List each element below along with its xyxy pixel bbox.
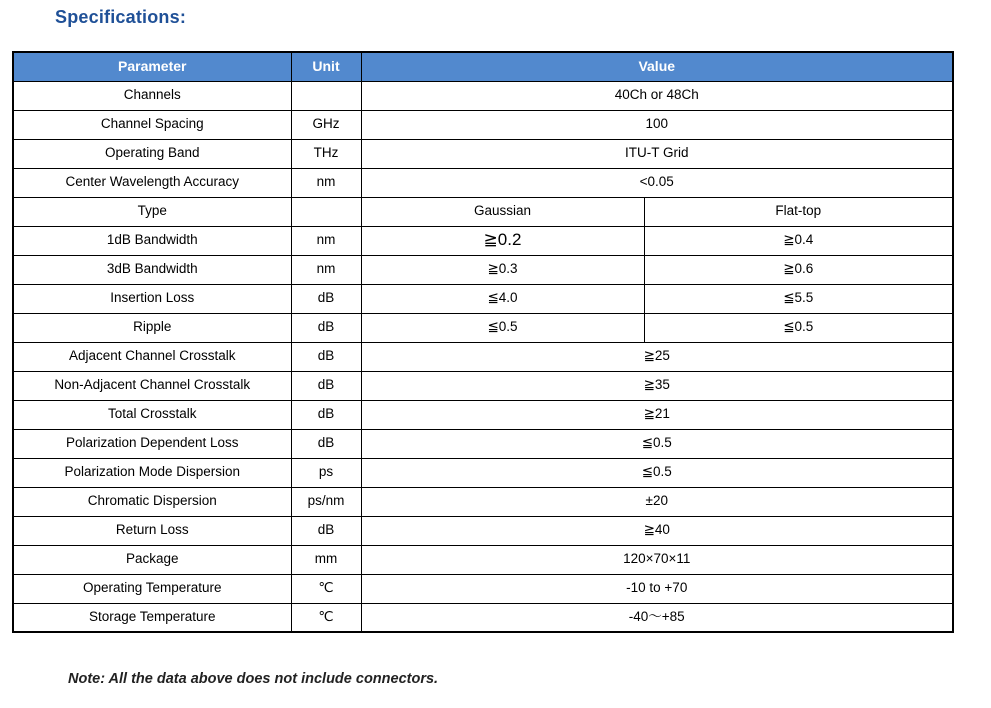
header-parameter: Parameter — [13, 52, 291, 81]
unit-cell: dB — [291, 429, 361, 458]
specifications-table — [12, 51, 954, 633]
header-row — [13, 52, 953, 81]
unit-cell: GHz — [291, 110, 361, 139]
value-cell: ≦0.5 — [361, 458, 953, 487]
parameter-cell: 1dB Bandwidth — [13, 226, 291, 255]
unit-cell: dB — [291, 371, 361, 400]
parameter-cell: Center Wavelength Accuracy — [13, 168, 291, 197]
unit-cell: nm — [291, 226, 361, 255]
parameter-cell: Operating Temperature — [13, 574, 291, 603]
footnote: Note: All the data above does not include connectors. — [68, 671, 439, 687]
unit-cell: dB — [291, 516, 361, 545]
table-row — [13, 81, 953, 110]
unit-cell: mm — [291, 545, 361, 574]
value-cell: ≧25 — [361, 342, 953, 371]
parameter-cell: Insertion Loss — [13, 284, 291, 313]
unit-cell: ℃ — [291, 574, 361, 603]
table-row — [13, 400, 953, 429]
value-cell: ≦5.5 — [644, 284, 953, 313]
parameter-cell: Polarization Mode Dispersion — [13, 458, 291, 487]
parameter-cell: 3dB Bandwidth — [13, 255, 291, 284]
table-row — [13, 516, 953, 545]
value-cell: ≧35 — [361, 371, 953, 400]
unit-cell — [291, 81, 361, 110]
value-cell: ≦0.5 — [644, 313, 953, 342]
parameter-cell: Total Crosstalk — [13, 400, 291, 429]
parameter-cell: Operating Band — [13, 139, 291, 168]
parameter-cell: Chromatic Dispersion — [13, 487, 291, 516]
value-cell: ≧0.2 — [361, 226, 644, 255]
table-row — [13, 284, 953, 313]
table-row — [13, 371, 953, 400]
parameter-cell: Type — [13, 197, 291, 226]
parameter-cell: Adjacent Channel Crosstalk — [13, 342, 291, 371]
table-row — [13, 139, 953, 168]
parameter-cell: Non-Adjacent Channel Crosstalk — [13, 371, 291, 400]
parameter-cell: Channel Spacing — [13, 110, 291, 139]
parameter-cell: Polarization Dependent Loss — [13, 429, 291, 458]
value-cell: ≦0.5 — [361, 313, 644, 342]
value-cell: 120×70×11 — [361, 545, 953, 574]
table-row — [13, 197, 953, 226]
value-cell: -40～+85 — [361, 603, 953, 632]
table-row — [13, 458, 953, 487]
value-cell: ITU-T Grid — [361, 139, 953, 168]
unit-cell: nm — [291, 255, 361, 284]
value-cell: ≧0.3 — [361, 255, 644, 284]
value-cell: -10 to +70 — [361, 574, 953, 603]
table-row — [13, 574, 953, 603]
value-cell: ≦0.5 — [361, 429, 953, 458]
value-cell: ±20 — [361, 487, 953, 516]
page-title: Specifications: — [55, 7, 187, 27]
unit-cell: dB — [291, 313, 361, 342]
table-row — [13, 603, 953, 632]
parameter-cell: Storage Temperature — [13, 603, 291, 632]
value-cell: ≧40 — [361, 516, 953, 545]
table-row — [13, 545, 953, 574]
table-row — [13, 110, 953, 139]
value-cell: ≧21 — [361, 400, 953, 429]
unit-cell: ℃ — [291, 603, 361, 632]
table-row — [13, 168, 953, 197]
header-unit: Unit — [291, 52, 361, 81]
spec-table-body — [13, 81, 953, 632]
value-cell: ≧0.6 — [644, 255, 953, 284]
value-cell: Gaussian — [361, 197, 644, 226]
unit-cell: dB — [291, 284, 361, 313]
table-row — [13, 429, 953, 458]
table-row — [13, 342, 953, 371]
table-row — [13, 255, 953, 284]
parameter-cell: Return Loss — [13, 516, 291, 545]
parameter-cell: Package — [13, 545, 291, 574]
value-cell: ≦4.0 — [361, 284, 644, 313]
unit-cell: dB — [291, 400, 361, 429]
value-cell: <0.05 — [361, 168, 953, 197]
unit-cell: nm — [291, 168, 361, 197]
value-cell: ≧0.4 — [644, 226, 953, 255]
value-cell: 100 — [361, 110, 953, 139]
unit-cell: ps/nm — [291, 487, 361, 516]
unit-cell: THz — [291, 139, 361, 168]
unit-cell: ps — [291, 458, 361, 487]
value-cell: Flat-top — [644, 197, 953, 226]
parameter-cell: Channels — [13, 81, 291, 110]
unit-cell — [291, 197, 361, 226]
table-row — [13, 226, 953, 255]
table-row — [13, 313, 953, 342]
table-row — [13, 487, 953, 516]
parameter-cell: Ripple — [13, 313, 291, 342]
table-header — [13, 52, 953, 81]
header-value: Value — [361, 52, 953, 81]
unit-cell: dB — [291, 342, 361, 371]
value-cell: 40Ch or 48Ch — [361, 81, 953, 110]
